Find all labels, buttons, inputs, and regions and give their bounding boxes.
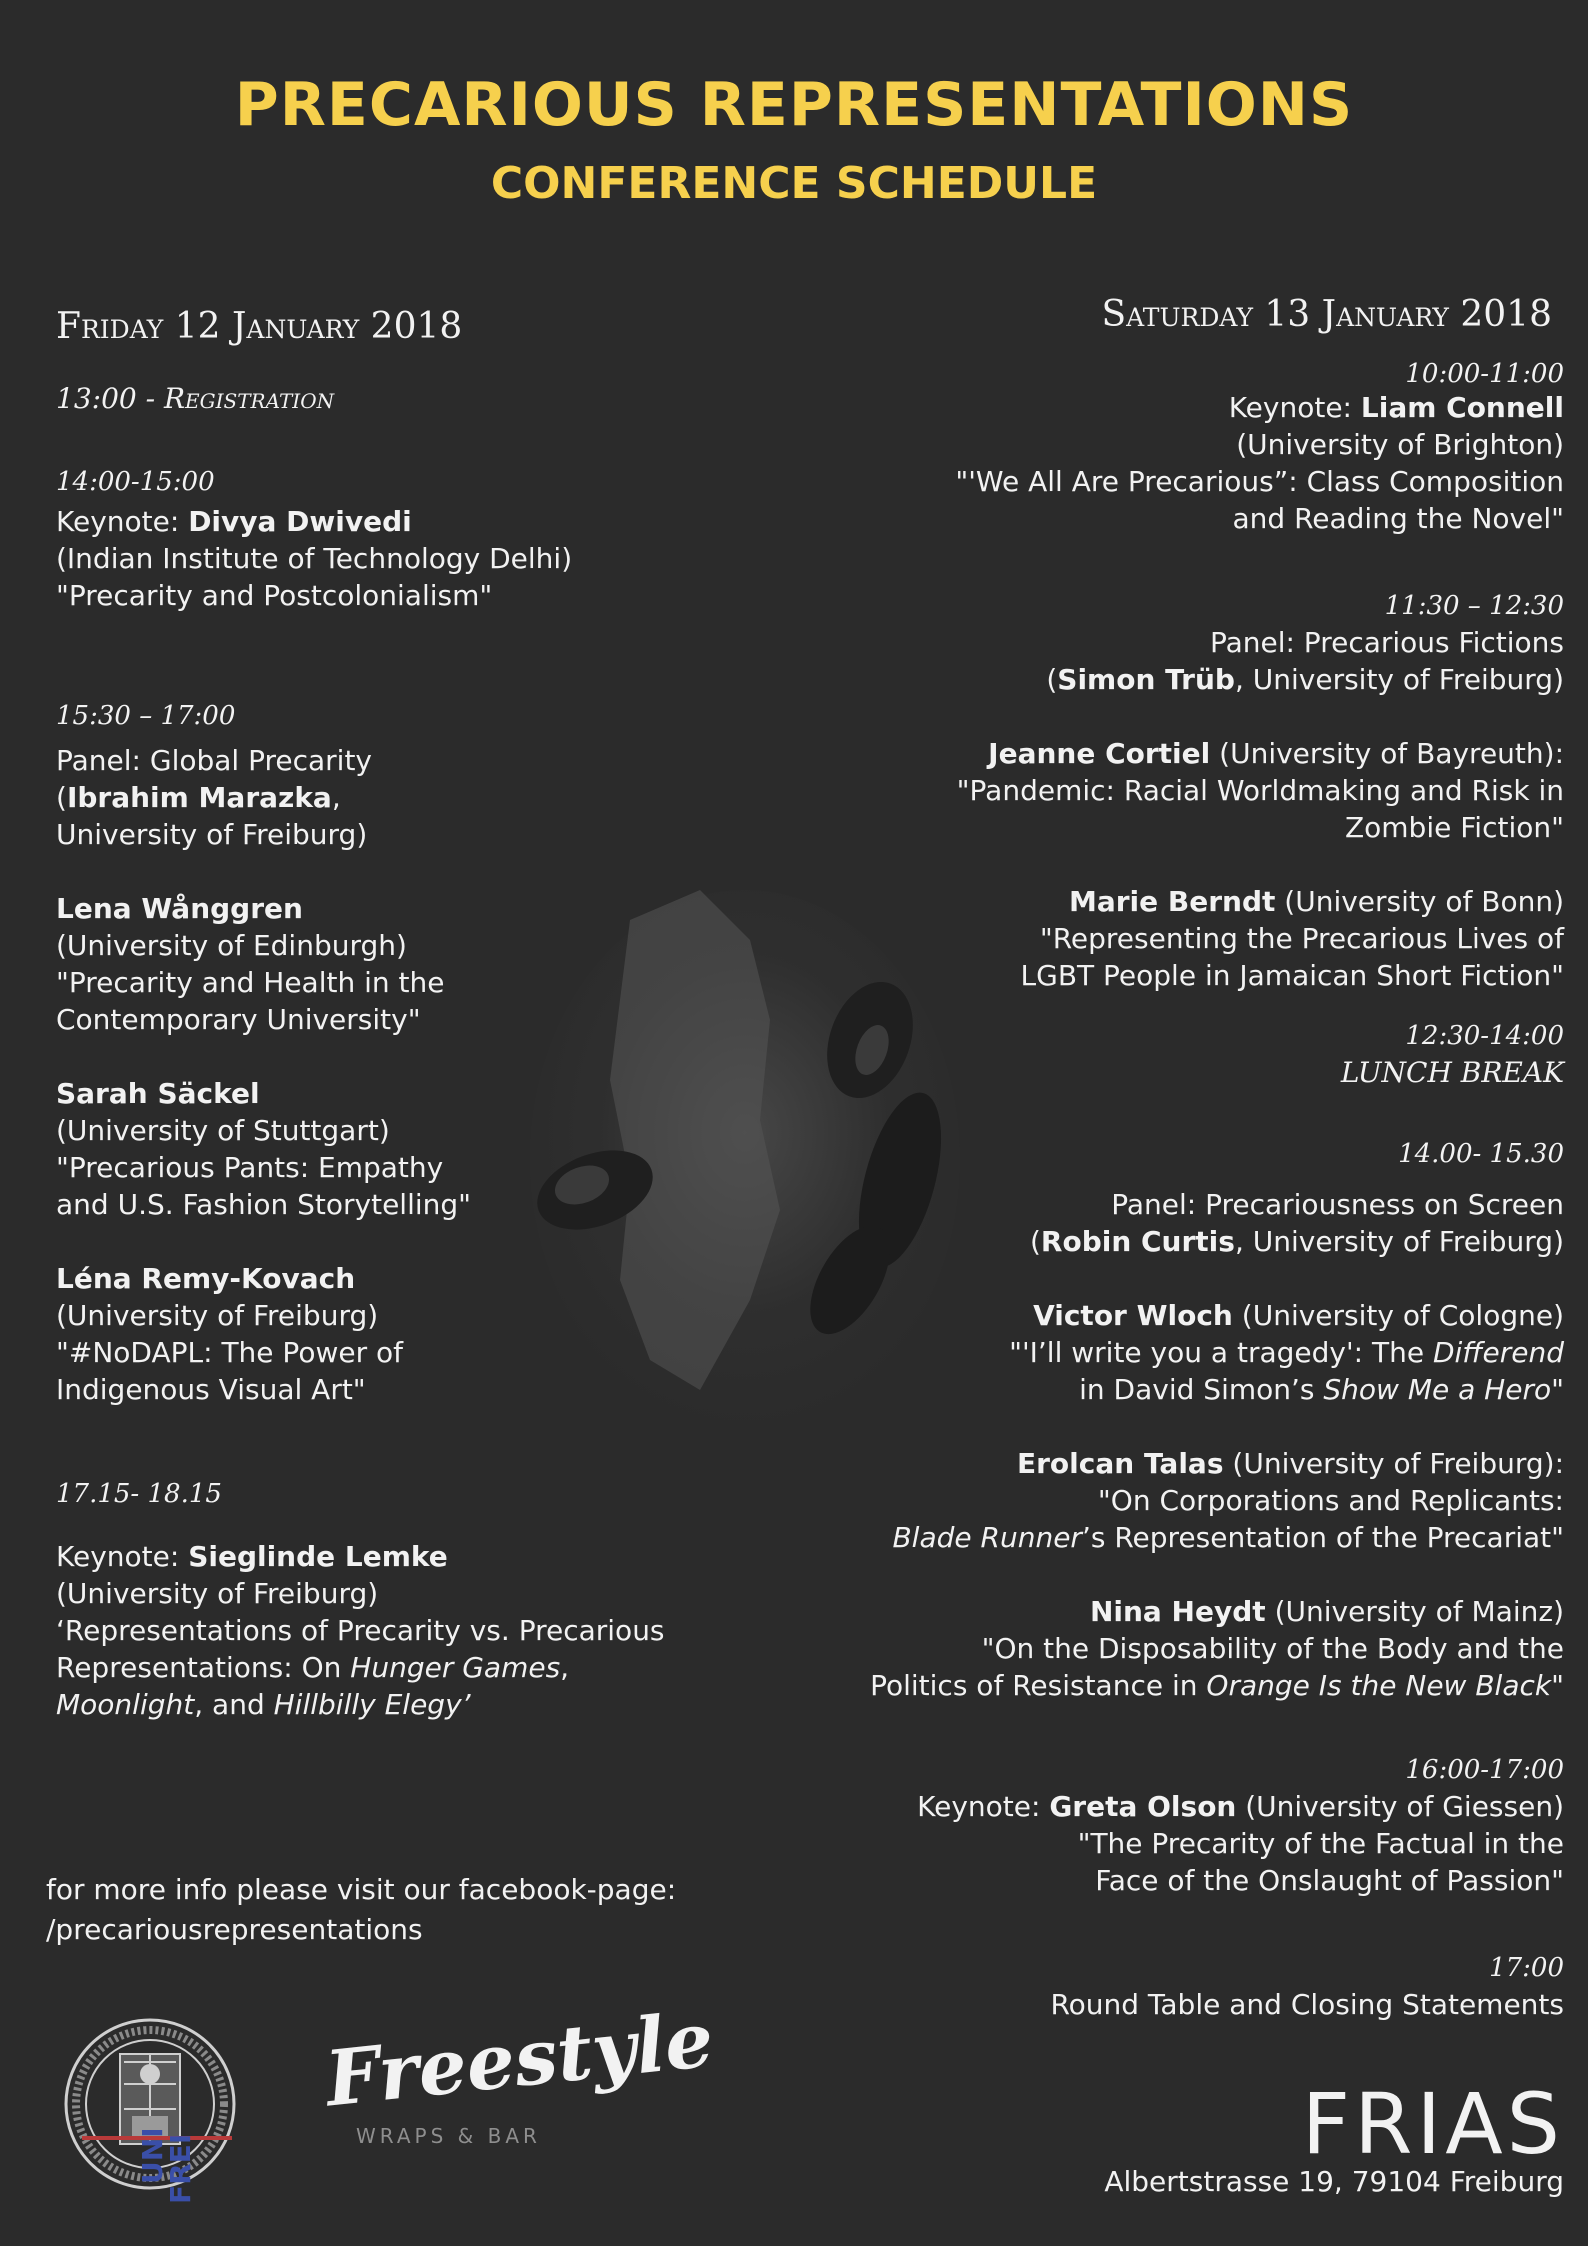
saturday-s2-time: 11:30 – 12:30 [1384, 591, 1564, 621]
speaker-name: Erolcan Talas [1017, 1447, 1224, 1480]
address: Albertstrasse 19, 79104 Freiburg [1104, 2165, 1564, 2198]
friday-s2-time: 15:30 – 17:00 [56, 701, 236, 731]
svg-text:UNI: UNI [136, 2127, 169, 2184]
talk-title: "'We All Are Precarious”: Class Composition [955, 465, 1564, 498]
saturday-s4-time: 16:00-17:00 [1405, 1755, 1564, 1785]
work-title: Differend [1432, 1336, 1564, 1369]
talk-title: ’s Representation of the Precariat" [1081, 1521, 1564, 1554]
speaker-affiliation: (University of Freiburg): [1223, 1447, 1564, 1480]
panel-title: Panel: Precariousness on Screen [1111, 1188, 1564, 1221]
talk-title: and Reading the Novel" [1232, 502, 1564, 535]
speaker-name: Léna Remy-Kovach [56, 1262, 356, 1295]
speaker-name: Jeanne Cortiel [988, 737, 1211, 770]
chair-affiliation: University of Freiburg) [56, 818, 368, 851]
speaker-name: Liam Connell [1360, 391, 1564, 424]
saturday-schedule [804, 356, 1564, 2026]
talk-title: "Precarity and Postcolonialism" [56, 579, 493, 612]
talk-title: "'I’ll write you a tragedy': The [1009, 1336, 1433, 1369]
saturday-s4-block [804, 1788, 1564, 1899]
speaker-name: Marie Berndt [1068, 885, 1276, 918]
speaker-name: Nina Heydt [1089, 1595, 1266, 1628]
speaker-affiliation: (University of Bayreuth): [1210, 737, 1564, 770]
talk-title: "Precarity and Health in the [56, 966, 445, 999]
talk-title: "On Corporations and Replicants: [1097, 1484, 1564, 1517]
speaker-affiliation: (University of Edinburgh) [56, 929, 407, 962]
comma: , [331, 781, 341, 814]
saturday-s3-block [804, 1186, 1564, 1704]
closing-statements: Round Table and Closing Statements [1050, 1988, 1564, 2021]
facebook-page-link[interactable]: /precariousrepresentations [46, 1913, 423, 1946]
saturday-s1-block [804, 389, 1564, 537]
talk-title: Zombie Fiction" [1344, 811, 1564, 844]
panel-title: Panel: Precarious Fictions [1209, 626, 1564, 659]
university-freiburg-seal-logo [62, 2014, 238, 2210]
freestyle-wordmark: Freestyle [321, 1994, 718, 2124]
talk-title: "Pandemic: Racial Worldmaking and Risk in [956, 774, 1564, 807]
saturday-s1-time: 10:00-11:00 [1405, 359, 1564, 389]
facebook-info-line: for more info please visit our facebook-page: [46, 1873, 677, 1906]
facebook-info [46, 1870, 676, 1950]
poster-title: PRECARIOUS REPRESENTATIONS [234, 70, 1354, 140]
registration: 13:00 - Registration [56, 382, 335, 415]
talk-title: " [1551, 1373, 1564, 1406]
work-title: Show Me a Hero [1323, 1373, 1552, 1406]
saturday-s3-time: 14.00- 15.30 [1398, 1139, 1564, 1169]
talk-title: "The Precarity of the Factual in the [1077, 1827, 1564, 1860]
speaker-affiliation: (University of Cologne) [1232, 1299, 1564, 1332]
speaker-name: Victor Wloch [1033, 1299, 1233, 1332]
talk-title: in David Simon’s [1079, 1373, 1324, 1406]
speaker-affiliation: (University of Freiburg) [56, 1299, 379, 1332]
talk-title: " [1551, 1669, 1564, 1702]
chair-affiliation: , University of Freiburg) [1234, 1225, 1564, 1258]
saturday-s5-time: 17:00 [1489, 1953, 1564, 1983]
freestyle-tagline: WRAPS & BAR [356, 2124, 541, 2148]
panel-title: Panel: Global Precarity [56, 744, 372, 777]
friday-schedule [56, 380, 696, 1780]
talk-title: "Precarious Pants: Empathy [56, 1151, 444, 1184]
talk-title: Politics of Resistance in [870, 1669, 1207, 1702]
paren: ( [56, 781, 67, 814]
saturday-heading: Saturday 13 January 2018 [1101, 294, 1552, 335]
frias-logo: FRIAS [1301, 2075, 1564, 2173]
talk-title: , and [194, 1688, 274, 1721]
speaker-affiliation: (University of Brighton) [1236, 428, 1564, 461]
work-title: Orange Is the New Black [1206, 1669, 1552, 1702]
talk-title: , [560, 1651, 570, 1684]
friday-heading: Friday 12 January 2018 [56, 306, 463, 347]
speaker-affiliation: (University of Mainz) [1265, 1595, 1564, 1628]
lunch-time: 12:30-14:00 [1405, 1021, 1564, 1051]
talk-title: Face of the Onslaught of Passion" [1095, 1864, 1564, 1897]
talk-title: "#NoDAPL: The Power of [56, 1336, 403, 1369]
freestyle-logo [321, 1994, 718, 2170]
paren: ( [1046, 663, 1058, 696]
friday-s3-block [56, 1538, 696, 1723]
chair-name: Simon Trüb [1057, 663, 1235, 696]
work-title: Blade Runner [892, 1521, 1082, 1554]
talk-title: and U.S. Fashion Storytelling" [56, 1188, 472, 1221]
talk-title: "Representing the Precarious Lives of [1039, 922, 1564, 955]
speaker-name: Lena Wånggren [56, 892, 303, 925]
talk-title: Contemporary University" [56, 1003, 421, 1036]
speaker-affiliation: (University of Bonn) [1275, 885, 1564, 918]
friday-s2-block [56, 742, 696, 1408]
chair-name: Robin Curtis [1040, 1225, 1235, 1258]
friday-s3-time: 17.15- 18.15 [56, 1479, 222, 1509]
talk-title: Indigenous Visual Art" [56, 1373, 366, 1406]
chair-affiliation: , University of Freiburg) [1234, 663, 1564, 696]
lunch-break: LUNCH BREAK [1340, 1056, 1564, 1089]
saturday-s2-block [804, 624, 1564, 994]
book-title: Hillbilly Elegy’ [273, 1688, 471, 1721]
talk-title: ‘Representations of Precarity vs. Precarious [56, 1614, 665, 1647]
talk-title: LGBT People in Jamaican Short Fiction" [1020, 959, 1564, 992]
speaker-affiliation: (University of Freiburg) [56, 1577, 379, 1610]
keynote-prefix: Keynote: [917, 1790, 1050, 1823]
friday-s1-block [56, 503, 696, 614]
speaker-affiliation: (University of Giessen) [1236, 1790, 1564, 1823]
chair-name: Ibrahim Marazka [66, 781, 332, 814]
film-title: Hunger Games [350, 1651, 561, 1684]
keynote-prefix: Keynote: [1228, 391, 1361, 424]
friday-s1-time: 14:00-15:00 [56, 467, 215, 497]
keynote-prefix: Keynote: [56, 1540, 189, 1573]
film-title: Moonlight [56, 1688, 195, 1721]
svg-text:FREI: FREI [164, 2133, 197, 2204]
talk-title: Representations: On [56, 1651, 351, 1684]
paren: ( [1029, 1225, 1041, 1258]
speaker-name: Greta Olson [1049, 1790, 1237, 1823]
speaker-name: Divya Dwivedi [188, 505, 412, 538]
speaker-name: Sarah Säckel [56, 1077, 260, 1110]
keynote-prefix: Keynote: [56, 505, 189, 538]
talk-title: "On the Disposability of the Body and the [981, 1632, 1564, 1665]
poster-subtitle: CONFERENCE SCHEDULE [490, 158, 1098, 209]
speaker-affiliation: (University of Stuttgart) [56, 1114, 390, 1147]
speaker-affiliation: (Indian Institute of Technology Delhi) [56, 542, 573, 575]
speaker-name: Sieglinde Lemke [188, 1540, 448, 1573]
